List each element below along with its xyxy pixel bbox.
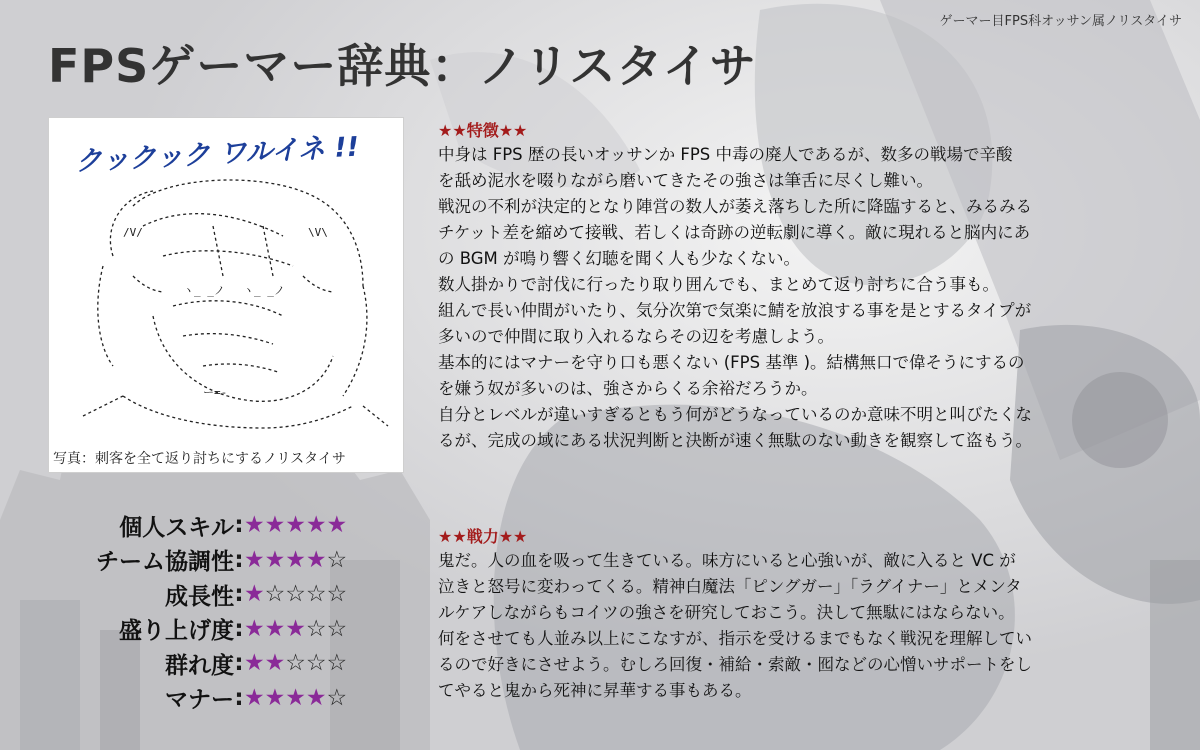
text-line: 自分とレベルが違いすぎるともう何がどうなっているのか意味不明と叫びたくな <box>438 405 1032 424</box>
text-line: チケット差を縮めて接戦、若しくは奇跡の逆転劇に導く。敵に現れると脳内にあ <box>438 223 1031 242</box>
text-line: 何をさせても人並み以上にこなすが、指示を受けるまでもなく戦況を理解してい <box>438 629 1032 648</box>
star-filled-icon: ★ <box>305 684 327 711</box>
star-empty-icon: ☆ <box>326 650 348 677</box>
rating-label: マナー <box>165 687 234 714</box>
rating-label: 個人スキル <box>119 514 234 541</box>
rating-row <box>48 508 388 543</box>
text-line: 基本的にはマナーを守り口も悪くない (FPS 基準 )。結構無口で偉そうにするの <box>438 353 1025 372</box>
power-text <box>438 548 1158 704</box>
star-filled-icon: ★ <box>264 684 286 711</box>
text-line: 多いので仲間に取り入れるならその辺を考慮しよう。 <box>438 327 834 346</box>
svg-text:ー=‐: ー=‐ <box>203 386 228 399</box>
rating-separator: : <box>234 684 244 711</box>
features-section <box>438 118 1158 454</box>
text-line: てやると鬼から死神に昇華する事もある。 <box>438 681 752 700</box>
star-filled-icon: ★ <box>244 615 265 642</box>
star-filled-icon: ★ <box>285 546 306 573</box>
star-filled-icon: ★ <box>244 512 265 539</box>
character-photo <box>48 117 404 473</box>
star-empty-icon: ☆ <box>326 684 348 711</box>
text-line: 戦況の不利が決定的となり陣営の数人が萎え落ちした所に降臨すると、みるみる <box>438 197 1032 216</box>
photo-headline: クックック ワルイネ !! <box>74 131 360 178</box>
text-line: るが、完成の域にある状況判断と決断が速く無駄のない動きを観察して盗もう。 <box>438 431 1032 450</box>
star-empty-icon: ☆ <box>305 650 327 677</box>
rating-row <box>48 646 388 681</box>
svg-text:ヽ_ _ノ: ヽ_ _ノ <box>243 284 285 297</box>
star-filled-icon: ★ <box>264 615 286 642</box>
power-section <box>438 524 1158 704</box>
power-heading: ★★戦力★★ <box>438 527 528 546</box>
rating-row <box>48 543 388 578</box>
star-filled-icon: ★ <box>285 684 306 711</box>
text-line: を舐め泥水を啜りながら磨いてきたその強さは筆舌に尽くし難い。 <box>438 171 933 190</box>
star-empty-icon: ☆ <box>326 615 348 642</box>
features-text <box>438 142 1158 454</box>
text-line: の BGM が鳴り響く幻聴を聞く人も少なくない。 <box>438 249 801 268</box>
star-rating <box>244 512 347 538</box>
text-line: ルケアしながらもコイツの強さを研究しておこう。決して無駄にはならない。 <box>438 603 1015 622</box>
ascii-art-portrait <box>63 166 389 441</box>
text-line: 中身は FPS 歴の長いオッサンか FPS 中毒の廃人であるが、数多の戦場で辛酸 <box>438 145 1013 164</box>
rating-label: チーム協調性 <box>96 549 234 576</box>
star-filled-icon: ★ <box>264 546 286 573</box>
svg-text:/V/: /V/ <box>123 226 143 239</box>
star-rating <box>244 581 347 607</box>
star-filled-icon: ★ <box>244 546 265 573</box>
star-filled-icon: ★ <box>305 512 327 539</box>
text-line: を嫌う奴が多いのは、強さからくる余裕だろうか。 <box>438 379 818 398</box>
text-line: 泣きと怒号に変わってくる。精神白魔法「ピングガー」「ラグイナー」とメンタ <box>438 577 1022 596</box>
text-line: 鬼だ。人の血を吸って生きている。味方にいると心強いが、敵に入ると VC が <box>438 551 1016 570</box>
star-filled-icon: ★ <box>244 684 265 711</box>
svg-text:ヽ_ _ノ: ヽ_ _ノ <box>183 284 225 297</box>
rating-label: 成長性 <box>165 583 234 610</box>
rating-separator: : <box>234 581 244 608</box>
star-filled-icon: ★ <box>305 546 327 573</box>
star-empty-icon: ☆ <box>305 615 327 642</box>
taxonomy-label: ゲーマー目FPS科オッサン属ノリスタイサ <box>939 14 1182 29</box>
rating-label: 盛り上げ度 <box>119 618 234 645</box>
rating-row <box>48 681 388 716</box>
rating-row <box>48 577 388 612</box>
text-line: 数人掛かりで討伐に行ったり取り囲んでも、まとめて返り討ちに合う事も。 <box>438 275 999 294</box>
star-filled-icon: ★ <box>264 650 286 677</box>
star-filled-icon: ★ <box>326 512 348 539</box>
page-title: FPSゲーマー辞典：ノリスタイサ <box>48 39 757 93</box>
star-empty-icon: ☆ <box>285 581 306 608</box>
rating-separator: : <box>234 546 244 573</box>
photo-caption: 写真：刺客を全て返り討ちにするノリスタイサ <box>53 451 346 467</box>
features-heading: ★★特徴★★ <box>438 121 528 140</box>
svg-text:\V\: \V\ <box>308 226 328 239</box>
star-empty-icon: ☆ <box>305 581 327 608</box>
star-filled-icon: ★ <box>285 615 306 642</box>
star-rating <box>244 616 347 642</box>
star-filled-icon: ★ <box>244 650 265 677</box>
rating-separator: : <box>234 512 244 539</box>
rating-separator: : <box>234 615 244 642</box>
star-filled-icon: ★ <box>244 581 265 608</box>
star-filled-icon: ★ <box>285 512 306 539</box>
star-empty-icon: ☆ <box>285 650 306 677</box>
rating-row <box>48 612 388 647</box>
star-empty-icon: ☆ <box>326 546 348 573</box>
star-rating <box>244 685 347 711</box>
star-filled-icon: ★ <box>264 512 286 539</box>
star-rating <box>244 650 347 676</box>
rating-label: 群れ度 <box>165 652 234 679</box>
star-empty-icon: ☆ <box>264 581 286 608</box>
rating-list <box>48 508 388 715</box>
star-empty-icon: ☆ <box>326 581 348 608</box>
text-line: るので好きにさせよう。むしろ回復・補給・索敵・囮などの心憎いサポートをし <box>438 655 1032 674</box>
star-rating <box>244 547 347 573</box>
text-line: 組んで長い仲間がいたり、気分次第で気楽に鯖を放浪する事を是とするタイプが <box>438 301 1032 320</box>
rating-separator: : <box>234 650 244 677</box>
